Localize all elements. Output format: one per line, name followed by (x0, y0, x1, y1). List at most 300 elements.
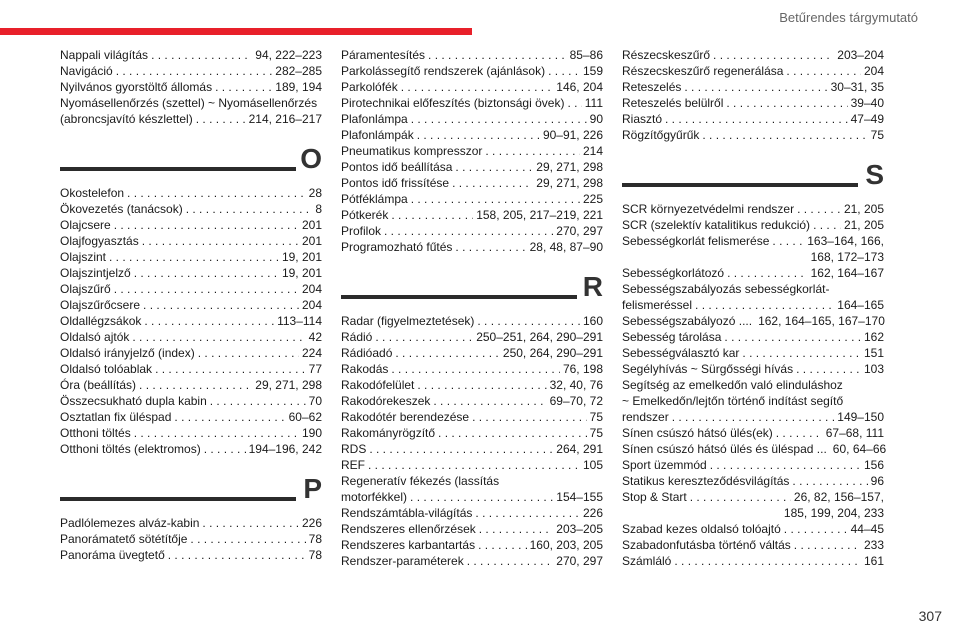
dot-leader (726, 95, 847, 111)
page-references: 42 (308, 330, 322, 344)
page-references: 47–49 (850, 112, 884, 126)
page-references: 146, 204 (556, 80, 603, 94)
index-term: Stop & Start (622, 490, 687, 504)
page-references: 29, 271, 298 (536, 176, 603, 190)
index-entry (341, 505, 603, 521)
index-entry (341, 377, 603, 393)
index-term: Sebességkorlát felismerése (622, 234, 770, 248)
dot-leader (672, 409, 835, 425)
index-term: Reteszelés (622, 80, 682, 94)
page-references: 90 (589, 112, 603, 126)
index-entry (622, 521, 884, 537)
index-entry (341, 143, 603, 159)
page-references: 29, 271, 298 (536, 160, 603, 174)
index-entry (60, 515, 322, 531)
index-term: Rendszeres karbantartás (341, 538, 476, 552)
index-entry (622, 127, 884, 143)
page-references: 105 (582, 458, 603, 472)
page-references: 250, 264, 290–291 (502, 346, 603, 360)
page-references: 264, 291 (556, 442, 603, 456)
index-term: Óra (beállítás) (60, 378, 137, 392)
index-group (60, 47, 322, 127)
index-entry (60, 217, 322, 233)
dot-leader (438, 425, 587, 441)
index-term: Sebességkorlátozó (622, 266, 725, 280)
dot-leader (190, 531, 305, 547)
index-entry (60, 345, 322, 361)
index-term: Rendszeres ellenőrzések (341, 522, 476, 536)
letter-section-header (60, 475, 322, 513)
index-entry (60, 393, 322, 409)
index-term: Részecskeszűrő regenerálása (622, 64, 784, 78)
dot-leader (114, 281, 299, 297)
dot-leader (742, 345, 861, 361)
index-entry (341, 345, 603, 361)
page-references: 30–31, 35 (830, 80, 884, 94)
dot-leader (417, 377, 546, 393)
index-term: Rakományrögzítő (341, 426, 436, 440)
index-term: (abroncsjavító készlettel) (60, 112, 193, 126)
dot-leader (368, 457, 580, 473)
section-letter: P (303, 473, 322, 504)
index-entry (60, 201, 322, 217)
page-references: 75 (870, 128, 884, 142)
page-references: 161 (863, 554, 884, 568)
index-term: Olajszűrőcsere (60, 298, 141, 312)
page-references: 162, 164–167 (810, 266, 884, 280)
page-references: 39–40 (850, 96, 884, 110)
index-entry (60, 329, 322, 345)
section-divider (60, 167, 296, 171)
index-term: Statikus kereszteződésvilágítás (622, 474, 790, 488)
index-entry (622, 63, 884, 79)
dot-leader (417, 127, 540, 143)
page-references: 203–204 (837, 48, 884, 62)
index-entry (60, 409, 322, 425)
index-term: motorfékkel) (341, 490, 408, 504)
dot-leader (567, 95, 581, 111)
dot-leader (477, 313, 580, 329)
page-references: 160 (582, 314, 603, 328)
index-entry (341, 409, 603, 425)
index-term: Összecsukható dupla kabin (60, 394, 207, 408)
dot-leader (174, 409, 285, 425)
page-references: 29, 271, 298 (255, 378, 322, 392)
index-term: Plafonlámpák (341, 128, 414, 142)
dot-leader (114, 217, 299, 233)
dot-leader (724, 329, 861, 345)
dot-leader (391, 207, 473, 223)
index-term: Oldalsó irányjelző (index) (60, 346, 195, 360)
page-references: 77 (308, 362, 322, 376)
index-group (60, 515, 322, 563)
page-references: 282–285 (275, 64, 322, 78)
index-entry-line: Segítség az emelkedőn való elinduláshoz (622, 378, 843, 392)
index-entry (622, 95, 884, 111)
page-references: 201 (301, 218, 322, 232)
page-references: 94, 222–223 (255, 48, 322, 62)
index-entry (341, 63, 603, 79)
index-term: Rendszer-paraméterek (341, 554, 464, 568)
index-term: Olajcsere (60, 218, 111, 232)
index-entry (60, 185, 322, 201)
page-references: 75 (589, 410, 603, 424)
dot-leader (695, 297, 834, 313)
index-entry (622, 233, 884, 265)
index-term: Rendszámtábla-világítás (341, 506, 473, 520)
index-entry (622, 329, 884, 345)
index-term: Rádióadó (341, 346, 393, 360)
index-entry (341, 127, 603, 143)
page-references: 270, 297 (556, 224, 603, 238)
dot-leader (702, 127, 867, 143)
index-entry (622, 345, 884, 361)
index-entry (341, 473, 603, 505)
page-references: 204 (301, 298, 322, 312)
index-entry (341, 393, 603, 409)
section-divider (622, 183, 858, 187)
page-references: 21, 205 (843, 218, 884, 232)
dot-leader (134, 265, 279, 281)
page-references: 44–45 (850, 522, 884, 536)
page-references: 78 (308, 532, 322, 546)
section-letter: O (300, 143, 322, 174)
index-entry (341, 95, 603, 111)
dot-leader (433, 393, 546, 409)
index-entry (622, 313, 884, 329)
index-entry (622, 537, 884, 553)
page-header-title: Betűrendes tárgymutató (779, 10, 918, 25)
page-references: 32, 40, 76 (549, 378, 603, 392)
page-references: 162, 164–165, 167–170 (758, 314, 885, 328)
index-term: Olajszűrő (60, 282, 111, 296)
page-references: 160, 203, 205 (529, 538, 603, 552)
page-references: 19, 201 (281, 250, 322, 264)
dot-leader (134, 425, 299, 441)
index-term: Rakodótér berendezése (341, 410, 470, 424)
index-group (341, 47, 603, 255)
index-term: Rádió (341, 330, 373, 344)
dot-leader (467, 553, 554, 569)
index-entry (341, 313, 603, 329)
page-references: 194–196, 242 (248, 442, 322, 456)
index-term: Plafonlámpa (341, 112, 408, 126)
index-term: Pontos idő beállítása (341, 160, 453, 174)
page-references: 149–150 (837, 410, 884, 424)
index-entry (622, 79, 884, 95)
index-entry (60, 377, 322, 393)
dot-leader (204, 441, 246, 457)
index-term: Riasztó (622, 112, 663, 126)
dot-leader (727, 265, 808, 281)
index-entry (60, 233, 322, 249)
dot-leader (479, 521, 554, 537)
index-term: Pótféklámpa (341, 192, 408, 206)
index-term: Sínen csúszó hátsó ülés és üléspad ... (622, 442, 827, 456)
index-column-1 (60, 47, 322, 563)
index-entry (60, 47, 322, 63)
index-entry (341, 159, 603, 175)
dot-leader (472, 409, 587, 425)
dot-leader (797, 201, 841, 217)
page-references: 224 (301, 346, 322, 360)
index-entry (60, 63, 322, 79)
index-entry (60, 547, 322, 563)
index-term: Számláló (622, 554, 672, 568)
index-term: Navigáció (60, 64, 113, 78)
page-references: 163–164, 166, (807, 234, 884, 248)
index-term: Pirotechnikai előfeszítés (biztonsági övek) (341, 96, 565, 110)
index-entry (622, 473, 884, 489)
dot-leader (132, 329, 305, 345)
index-entry (60, 265, 322, 281)
index-term: Pótkerék (341, 208, 389, 222)
dot-leader (796, 361, 861, 377)
page-references: 270, 297 (556, 554, 603, 568)
index-term: Nappali világítás (60, 48, 149, 62)
page-references: 70 (308, 394, 322, 408)
index-entry (622, 425, 884, 441)
index-term: Okostelefon (60, 186, 125, 200)
dot-leader (155, 361, 306, 377)
page-references: 233 (863, 538, 884, 552)
dot-leader (411, 191, 580, 207)
dot-leader (813, 217, 841, 233)
dot-leader (690, 489, 791, 505)
index-entry (60, 531, 322, 547)
page-references: 189, 194 (275, 80, 322, 94)
page-references: 21, 205 (843, 202, 884, 216)
index-entry (622, 111, 884, 127)
dot-leader (794, 537, 861, 553)
index-entry (341, 425, 603, 441)
dot-leader (168, 547, 306, 563)
page-references: 225 (582, 192, 603, 206)
index-term: Ökovezetés (tanácsok) (60, 202, 183, 216)
index-term: Pontos idő frissítése (341, 176, 450, 190)
index-term: Sport üzemmód (622, 458, 707, 472)
index-term: Oldallégzsákok (60, 314, 142, 328)
page-references: 151 (863, 346, 884, 360)
dot-leader (475, 505, 580, 521)
dot-leader (713, 47, 834, 63)
index-entry-line: Regeneratív fékezés (lassítás (341, 474, 500, 488)
dot-leader (369, 441, 553, 457)
index-entry (341, 47, 603, 63)
dot-leader (455, 159, 533, 175)
page-references: 76, 198 (562, 362, 603, 376)
page-references: 85–86 (569, 48, 603, 62)
index-column-3 (622, 47, 887, 569)
index-entry (622, 47, 884, 63)
index-entry (622, 201, 884, 217)
section-divider (60, 497, 296, 501)
index-entry (622, 265, 884, 281)
index-term: Profilok (341, 224, 382, 238)
index-term: Rakodófelület (341, 378, 415, 392)
index-entry (60, 425, 322, 441)
index-term: Olajszint (60, 250, 107, 264)
section-divider (341, 295, 577, 299)
index-entry (341, 191, 603, 207)
dot-leader (411, 111, 587, 127)
page-references: 156 (863, 458, 884, 472)
page-references: 113–114 (277, 314, 322, 328)
index-entry-line: ~ Emelkedőn/lejtőn történő indítást segítő (622, 394, 844, 408)
page-references: 78 (308, 548, 322, 562)
index-term: Olajfogyasztás (60, 234, 139, 248)
index-column-2 (341, 47, 603, 569)
page-references: 201 (301, 234, 322, 248)
dot-leader (116, 63, 273, 79)
dot-leader (776, 425, 823, 441)
page-references: 28 (308, 186, 322, 200)
page-references: 204 (863, 64, 884, 78)
dot-leader (144, 313, 274, 329)
index-term: Sebesség tárolása (622, 330, 722, 344)
section-letter: R (582, 271, 603, 302)
dot-leader (391, 361, 560, 377)
page-references: 28, 48, 87–90 (529, 240, 603, 254)
index-term: Rakodás (341, 362, 389, 376)
index-entry (341, 79, 603, 95)
page-references: 226 (301, 516, 322, 530)
dot-leader (548, 63, 580, 79)
index-term: Szabad kezes oldalsó tolóajtó (622, 522, 781, 536)
index-entry (60, 441, 322, 457)
index-term: Reteszelés belülről (622, 96, 724, 110)
page-references: 226 (582, 506, 603, 520)
index-term: Programozható fűtés (341, 240, 453, 254)
index-term: RDS (341, 442, 367, 456)
index-term: Pneumatikus kompresszor (341, 144, 483, 158)
index-entry (341, 111, 603, 127)
index-term: Parkolássegítő rendszerek (ajánlások) (341, 64, 546, 78)
index-entry (622, 489, 884, 521)
index-group (622, 201, 887, 569)
dot-leader (215, 79, 272, 95)
index-term: Otthoni töltés (elektromos) (60, 442, 201, 456)
dot-leader (478, 537, 527, 553)
index-entry (341, 441, 603, 457)
letter-section-header (622, 161, 884, 199)
index-term: Részecskeszűrő (622, 48, 711, 62)
page-references: 103 (863, 362, 884, 376)
section-letter: S (865, 159, 884, 190)
index-entry (622, 217, 884, 233)
index-entry (60, 95, 322, 127)
index-group (622, 47, 884, 143)
page-references: 154–155 (556, 490, 603, 504)
page-references: 250–251, 264, 290–291 (476, 330, 603, 344)
index-term: SCR (szelektív katalitikus redukció) (622, 218, 811, 232)
dot-leader (665, 111, 848, 127)
index-entry-line: Nyomásellenőrzés (szettel) ~ Nyomásellenőrzés (60, 96, 318, 110)
index-entry (341, 521, 603, 537)
page-references: 26, 82, 156–157, (793, 490, 884, 504)
dot-leader (139, 377, 252, 393)
dot-leader (375, 329, 473, 345)
dot-leader (196, 111, 246, 127)
index-group (60, 185, 322, 457)
page-references: 164–165 (837, 298, 884, 312)
dot-leader (151, 47, 252, 63)
index-term: Rakodórekeszek (341, 394, 431, 408)
index-term: Nyilvános gyorstöltő állomás (60, 80, 213, 94)
dot-leader (210, 393, 306, 409)
index-entry (60, 249, 322, 265)
dot-leader (395, 345, 500, 361)
index-entry-line: Sebességszabályozás sebességkorlát- (622, 282, 830, 296)
index-term: Panoráma üvegtető (60, 548, 165, 562)
dot-leader (684, 79, 827, 95)
page-references: 203–205 (556, 522, 603, 536)
index-term: SCR környezetvédelmi rendszer (622, 202, 795, 216)
index-entry (622, 457, 884, 473)
index-term: Oldalsó tolóablak (60, 362, 153, 376)
dot-leader (674, 553, 861, 569)
dot-leader (198, 345, 299, 361)
dot-leader (384, 223, 553, 239)
dot-leader (428, 47, 567, 63)
index-entry (622, 441, 887, 457)
page-number: 307 (918, 608, 942, 624)
page-references: 90–91, 226 (542, 128, 603, 142)
index-term: Osztatlan fix üléspad (60, 410, 172, 424)
dot-leader (452, 175, 533, 191)
index-entry (60, 361, 322, 377)
index-entry (60, 79, 322, 95)
page-references: 8 (315, 202, 322, 216)
page-references: 162 (863, 330, 884, 344)
page-references: 214, 216–217 (248, 112, 322, 126)
index-term: rendszer (622, 410, 669, 424)
index-term: Oldalsó ajtók (60, 330, 130, 344)
dot-leader (143, 297, 299, 313)
header-accent-bar (0, 28, 472, 35)
page-references: 190 (301, 426, 322, 440)
index-entry (341, 457, 603, 473)
dot-leader (772, 233, 804, 249)
page-references: 158, 205, 217–219, 221 (476, 208, 603, 222)
letter-section-header (341, 273, 603, 311)
index-term: Olajszintjelző (60, 266, 131, 280)
dot-leader (485, 143, 580, 159)
page-references: 69–70, 72 (549, 394, 603, 408)
page-references: 96 (870, 474, 884, 488)
index-term: Panorámatető sötétítője (60, 532, 188, 546)
page-references-continued: 168, 172–173 (810, 250, 884, 264)
dot-leader (710, 457, 861, 473)
page-references: 75 (589, 426, 603, 440)
page-references: 159 (582, 64, 603, 78)
index-term: Radar (figyelmeztetések) (341, 314, 475, 328)
page-references: 67–68, 111 (825, 426, 884, 440)
page-references: 214 (582, 144, 603, 158)
index-entry (341, 537, 603, 553)
index-term: Sebességválasztó kar (622, 346, 740, 360)
index-term: Otthoni töltés (60, 426, 131, 440)
dot-leader (786, 63, 861, 79)
index-entry (341, 361, 603, 377)
index-term: Parkolófék (341, 80, 398, 94)
index-entry (341, 175, 603, 191)
index-entry (60, 297, 322, 313)
page-references: 60–62 (288, 410, 322, 424)
index-entry (622, 361, 884, 377)
index-entry (341, 329, 603, 345)
index-term: Rögzítőgyűrűk (622, 128, 700, 142)
